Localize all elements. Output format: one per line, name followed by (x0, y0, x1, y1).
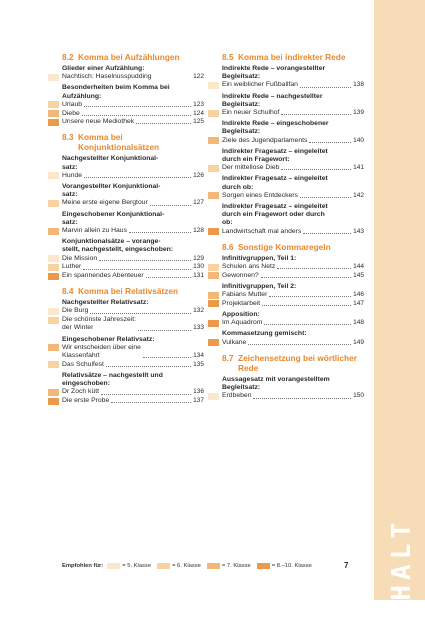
entry-page-number: 126 (193, 171, 204, 179)
entry-page-number: 125 (193, 118, 204, 126)
section-heading: Komma bei Relativsätzen (78, 286, 179, 297)
entry-page-number: 148 (353, 319, 364, 327)
dot-leader (146, 277, 192, 278)
dot-leader (253, 398, 351, 399)
topic-heading: Nachgestellter Konjunktional- satz: (62, 155, 159, 171)
section-title (222, 52, 364, 62)
topic-heading: Relativsätze – nachgestellt und eingeschoben: (62, 371, 163, 388)
entry-title: Meine erste eigene Bergtour (62, 199, 148, 207)
level-chip (208, 393, 219, 400)
section-number: 8.3 (62, 132, 74, 143)
section-heading: Komma bei indirekter Rede (238, 52, 346, 62)
toc-entry[interactable] (222, 339, 364, 347)
entry-title: Ein spannendes Abenteuer (62, 272, 144, 280)
dot-leader (83, 269, 191, 270)
toc-entry[interactable] (222, 319, 364, 327)
level-chip (48, 361, 59, 368)
entry-page-number: 122 (193, 73, 204, 81)
section-heading: Sonstige Kommaregeln (238, 241, 331, 252)
level-chip (48, 101, 59, 108)
toc-entry[interactable] (62, 388, 204, 396)
entry-title: Landwirtschaft mal anders (222, 227, 302, 235)
toc-entry[interactable] (62, 255, 204, 263)
dot-leader (150, 205, 191, 206)
topic-heading: Indirekte Rede – eingeschobener Begleitsatz: (222, 120, 329, 136)
entry-page-number: 128 (193, 227, 204, 235)
entry-title: Die Burg (62, 307, 89, 315)
page-number: 7 (344, 561, 349, 570)
toc-section (62, 132, 204, 280)
toc-section (222, 242, 364, 347)
level-chip (257, 563, 270, 569)
dot-leader (136, 123, 191, 124)
entry-page-number: 134 (193, 351, 204, 359)
topic-heading: Besonderheiten beim Komma bei Aufzählung: (62, 84, 170, 100)
entry-page-number: 141 (353, 164, 364, 172)
entry-title: Nachtisch: Haselnusspudding (62, 73, 152, 81)
section-number: 8.7 (222, 352, 234, 363)
toc-entry[interactable] (222, 291, 364, 299)
toc-entry[interactable] (62, 172, 204, 180)
entry-title: Ein neuer Schulhof (222, 109, 280, 117)
topic-heading: Indirekter Fragesatz – eingeleitet durch ein Fragewort oder durch ob: (222, 203, 328, 227)
dot-leader (248, 344, 351, 345)
entry-title: Die erste Probe (62, 397, 110, 404)
entry-page-number: 145 (353, 271, 364, 279)
level-chip (208, 228, 219, 235)
toc-entry[interactable] (222, 164, 364, 172)
entry-page-number: 150 (353, 392, 364, 400)
section-title (62, 132, 204, 152)
toc-entry[interactable] (222, 228, 364, 236)
section-number: 8.2 (62, 52, 74, 62)
entry-page-number: 136 (193, 388, 204, 396)
level-chip (208, 292, 219, 299)
topic-heading: Konjunktionalsätze – vorange- stellt, nachgestellt, eingeschoben: (62, 238, 174, 254)
level-chip (208, 137, 219, 144)
level-chip (48, 200, 59, 207)
section-title (222, 353, 364, 373)
dot-leader (84, 106, 191, 107)
level-chip (208, 192, 219, 199)
dot-leader (281, 114, 351, 115)
entry-page-number: 123 (193, 100, 204, 108)
toc-entry[interactable] (222, 192, 364, 200)
level-chip (208, 110, 219, 117)
toc-entry[interactable] (62, 316, 204, 332)
section-number: 8.5 (222, 52, 234, 62)
level-chip (208, 320, 219, 327)
level-chip (48, 317, 59, 324)
section-number: 8.4 (62, 286, 74, 297)
topic-heading: Infinitivgruppen, Teil 2: (222, 282, 297, 290)
legend-item-6 (157, 563, 201, 569)
entry-title: Im Aquadrom (222, 319, 263, 327)
entry-page-number: 131 (193, 272, 204, 280)
entry-title: Der mittellose Dieb (222, 164, 280, 172)
entry-page-number: 139 (353, 109, 364, 117)
entry-title: Die schönste Jahreszeit: der Winter (62, 316, 137, 332)
entry-page-number: 147 (353, 299, 364, 307)
entry-title: Schulen ans Netz (222, 263, 276, 271)
level-chip (157, 563, 170, 569)
topic-heading: Indirekter Fragesatz – eingeleitet durch ein Fragewort: (222, 147, 328, 164)
entry-page-number: 137 (193, 397, 204, 404)
level-chip (208, 339, 219, 346)
level-chip (48, 344, 59, 351)
section-heading: Komma bei Aufzählungen (78, 52, 180, 62)
toc-section (222, 353, 364, 401)
entry-page-number: 142 (353, 191, 364, 199)
toc-entry[interactable] (62, 397, 204, 405)
level-chip (208, 264, 219, 271)
toc-entry[interactable] (222, 263, 364, 271)
dot-leader (277, 268, 351, 269)
toc-entry[interactable] (222, 272, 364, 280)
dot-leader (303, 233, 351, 234)
section-number: 8.6 (222, 241, 234, 252)
dot-leader (129, 232, 191, 233)
entry-title: Gewonnen? (222, 271, 259, 279)
entry-title: Das Schulfest (62, 360, 104, 368)
section-heading: Komma bei Konjunktionalsätzen (78, 132, 160, 153)
dot-leader (138, 330, 191, 331)
topic-heading: Indirekte Rede – vorangestellter Begleitsatz: (222, 65, 326, 81)
entry-title: Sorgen eines Entdeckers (222, 191, 298, 199)
level-chip (208, 300, 219, 307)
entry-page-number: 132 (193, 307, 204, 315)
entry-page-number: 129 (193, 254, 204, 262)
level-chip (208, 165, 219, 172)
sidebar-band (374, 0, 425, 642)
topic-heading: Infinitivgruppen, Teil 1: (222, 254, 297, 262)
dot-leader (309, 142, 351, 143)
dot-leader (99, 260, 191, 261)
toc-entry[interactable] (62, 118, 204, 126)
topic-heading: Aussagesatz mit vorangestelltem Begleitsatz: (222, 375, 330, 392)
topic-heading: Nachgestellter Relativsatz: (62, 299, 149, 307)
topic-heading: Indirekter Fragesatz – eingeleitet durch ob: (222, 175, 328, 191)
topic-heading: Eingeschobener Relativsatz: (62, 335, 155, 343)
level-chip (48, 398, 59, 405)
toc-entry[interactable] (62, 272, 204, 280)
legend-label: Empfohlen für: (62, 563, 104, 569)
entry-title: Ziele des Jugendparlaments (222, 136, 308, 144)
dot-leader (101, 394, 191, 395)
entry-title: Luther (62, 263, 82, 271)
entry-page-number: 127 (193, 199, 204, 207)
dot-leader (300, 87, 351, 88)
entry-title: Wir entscheiden über eine Klassenfahrt (62, 343, 141, 359)
entry-title: Vulkane (222, 338, 247, 346)
section-title (222, 242, 364, 252)
topic-heading: Vorangestellter Konjunktional- satz: (62, 183, 161, 199)
level-chip (48, 228, 59, 235)
entry-title: Hunde (62, 171, 83, 179)
legend-item-5 (107, 563, 151, 569)
toc-entry[interactable] (62, 101, 204, 109)
level-chip (48, 273, 59, 280)
legend-item-8-10 (257, 563, 312, 569)
entry-title: Ein weiblicher Fußballfan (222, 81, 298, 89)
toc-column-right (222, 52, 364, 407)
toc-section (62, 286, 204, 405)
dot-leader (300, 197, 351, 198)
legend-text: = 5. Klasse (122, 563, 152, 569)
level-chip (48, 74, 59, 81)
toc-entry[interactable] (62, 110, 204, 118)
level-chip (48, 172, 59, 179)
topic-heading: Kommasetzung gemischt: (222, 330, 307, 338)
toc-section (62, 52, 204, 126)
dot-leader (281, 169, 351, 170)
toc-entry[interactable] (62, 361, 204, 369)
level-chip (48, 110, 59, 117)
entry-title: Unsere neue Mediothek (62, 118, 135, 126)
toc-section (222, 52, 364, 236)
level-chip (48, 264, 59, 271)
toc-entry[interactable] (62, 263, 204, 271)
toc-column-left (62, 52, 204, 411)
level-chip (208, 272, 219, 279)
toc-entry[interactable] (222, 109, 364, 117)
toc-entry[interactable] (62, 227, 204, 235)
dot-leader (111, 402, 191, 403)
level-chip (208, 82, 219, 89)
entry-title: Urlaub (62, 100, 83, 108)
legend-text: = 8.–10. Klasse (271, 563, 312, 569)
entry-title: Diebe (62, 109, 80, 117)
level-chip (48, 255, 59, 262)
topic-heading: Eingeschobener Konjunktional- satz: (62, 210, 165, 226)
topic-heading: Apposition: (222, 311, 260, 319)
legend-text: = 6. Klasse (172, 563, 201, 569)
toc-entry[interactable] (222, 137, 364, 145)
toc-entry[interactable] (62, 307, 204, 315)
entry-page-number: 146 (353, 291, 364, 299)
entry-page-number: 149 (353, 338, 364, 346)
level-chip (48, 119, 59, 126)
entry-page-number: 130 (193, 263, 204, 271)
section-heading: Zeichensetzung bei wörtlicher Rede (238, 352, 357, 373)
entry-title: Erdbeben (222, 392, 252, 400)
dot-leader (90, 313, 191, 314)
section-title (62, 52, 204, 62)
dot-leader (269, 296, 351, 297)
toc-entry[interactable] (222, 81, 364, 89)
dot-leader (82, 115, 191, 116)
legend-item-7 (207, 563, 251, 569)
entry-title: Marvin allein zu Haus (62, 227, 127, 235)
level-chip (107, 563, 120, 569)
entry-page-number: 140 (353, 136, 364, 144)
toc-entry[interactable] (62, 344, 204, 360)
level-chip (48, 389, 59, 396)
level-legend (62, 563, 352, 569)
entry-title: Die Mission (62, 254, 98, 262)
topic-heading: Indirekte Rede – nachgestellter Begleitsatz: (222, 92, 323, 108)
entry-page-number: 138 (353, 81, 364, 89)
dot-leader (261, 277, 351, 278)
dot-leader (143, 357, 191, 358)
level-chip (48, 308, 59, 315)
entry-title: Projektarbeit (222, 299, 261, 307)
toc-entry[interactable] (62, 199, 204, 207)
dot-leader (84, 177, 191, 178)
entry-page-number: 143 (353, 227, 364, 235)
dot-leader (262, 305, 351, 306)
topic-heading: Glieder einer Aufzählung: (62, 65, 145, 72)
section-title (62, 286, 204, 296)
toc-entry[interactable] (222, 392, 364, 400)
entry-page-number: 133 (193, 324, 204, 332)
toc-entry[interactable] (62, 73, 204, 81)
entry-page-number: 124 (193, 109, 204, 117)
toc-entry[interactable] (222, 300, 364, 308)
legend-text: = 7. Klasse (221, 563, 251, 569)
entry-title: Fabians Mutter (222, 291, 268, 299)
sidebar-label: INHALT (387, 518, 417, 642)
entry-title: Dr Zoch kütt (62, 388, 100, 396)
entry-page-number: 144 (353, 263, 364, 271)
dot-leader (106, 366, 191, 367)
level-chip (207, 563, 220, 569)
entry-page-number: 135 (193, 360, 204, 368)
dot-leader (264, 324, 351, 325)
